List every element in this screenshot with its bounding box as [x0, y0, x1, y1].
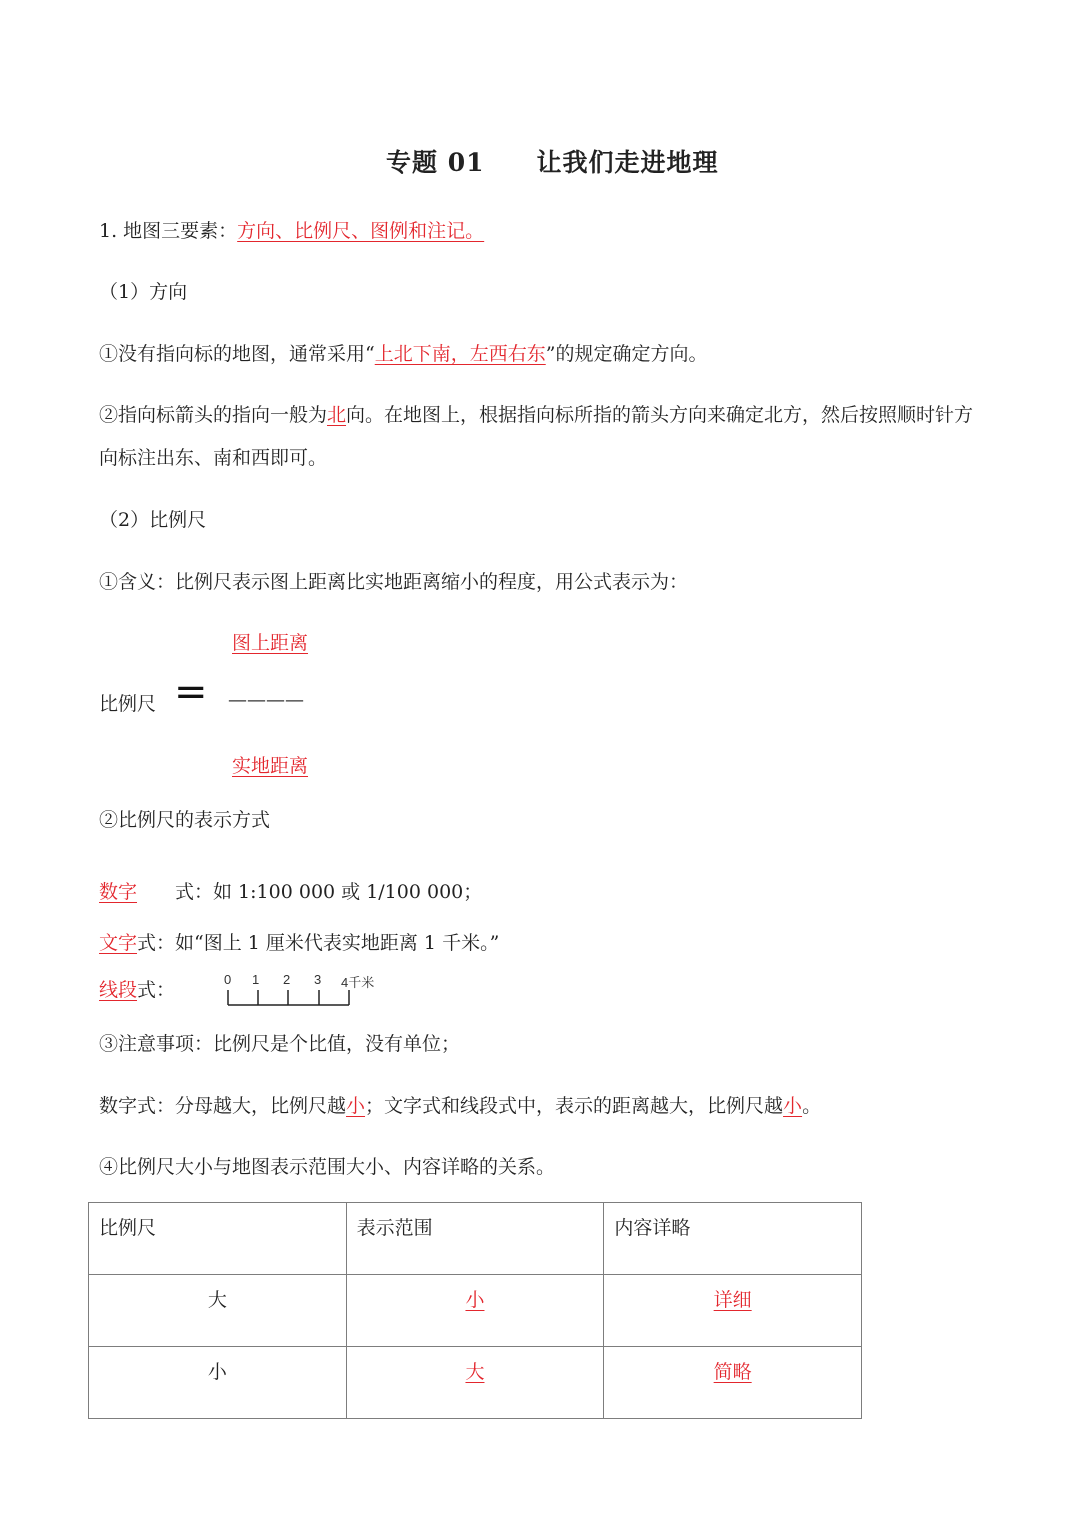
p1-pre: ①没有指向标的地图，通常采用“ — [99, 343, 375, 365]
p6-answer-1: 小 — [346, 1095, 366, 1117]
p2-post: 向。在地图上，根据指向标所指的箭头方向来确定北方，然后按照顺时针方 — [346, 404, 974, 426]
table-header-cell: 比例尺 — [89, 1203, 347, 1275]
paragraph-relation: ④比例尺大小与地图表示范围大小、内容详略的关系。 — [99, 1156, 556, 1178]
scale-tick-label-3: 3 — [314, 972, 322, 987]
scale-relation-table — [88, 1202, 862, 1419]
page-title — [386, 143, 719, 179]
form-numeric-text: 式：如 1:100 000 或 1/100 000； — [175, 881, 483, 903]
formula-denominator: 实地距离 — [232, 755, 309, 777]
scale-tick-label-1: 1 — [252, 972, 260, 987]
table-cell-answer — [604, 1275, 862, 1347]
form-text — [99, 928, 499, 955]
paragraph-note: ③注意事项：比例尺是个比值，没有单位； — [99, 1033, 461, 1055]
table-header-cell: 表示范围 — [346, 1203, 604, 1275]
title-part1: 专题 01 — [386, 148, 485, 177]
table-cell-answer — [346, 1347, 604, 1419]
table-row — [89, 1275, 862, 1347]
scale-tick-4-value: 4 — [341, 975, 349, 990]
table-cell-answer — [604, 1347, 862, 1419]
paragraph-direction-1 — [99, 339, 707, 366]
title-part2: 让我们走进地理 — [536, 148, 719, 177]
p2-pre: ②指向标箭头的指向一般为 — [99, 404, 328, 426]
scale-bar — [224, 972, 394, 1012]
form-numeric-answer: 数字 — [99, 881, 138, 903]
paragraph-scale-forms: ②比例尺的表示方式 — [99, 809, 271, 831]
form-line-text: 式： — [137, 979, 176, 1001]
scale-tick-label-0: 0 — [224, 972, 232, 987]
table-header-cell: 内容详略 — [604, 1203, 862, 1275]
heading-direction: （1）方向 — [99, 281, 188, 303]
paragraph-direction-2 — [99, 400, 973, 427]
section-1-prefix: 1. 地图三要素： — [99, 220, 238, 242]
p1-post: ”的规定确定方向。 — [545, 343, 708, 365]
table-row — [89, 1347, 862, 1419]
paragraph-numeric-rule — [99, 1091, 821, 1118]
table-cell: 小 — [89, 1347, 347, 1419]
formula-label: 比例尺 — [99, 693, 157, 715]
p6-mid: ；文字式和线段式中，表示的距离越大，比例尺越 — [365, 1095, 784, 1117]
section-1-line — [99, 216, 484, 243]
paragraph-direction-2-line2: 向标注出东、南和西即可。 — [99, 447, 328, 469]
p6-post: 。 — [802, 1095, 822, 1117]
form-text-answer: 文字 — [99, 932, 138, 954]
section-1-answer: 方向、比例尺、图例和注记。 — [237, 220, 485, 242]
form-text-text: 式：如“图上 1 厘米代表实地距离 1 千米。” — [137, 932, 500, 954]
formula-bar: ———— — [228, 689, 304, 711]
scale-bar-graphic — [224, 972, 394, 1012]
table-cell-answer — [346, 1275, 604, 1347]
table-answer: 详细 — [713, 1289, 752, 1311]
heading-scale: （2）比例尺 — [99, 509, 207, 531]
form-line-answer: 线段 — [99, 979, 138, 1001]
p6-answer-2: 小 — [783, 1095, 803, 1117]
form-numeric — [99, 877, 482, 904]
table-answer: 大 — [465, 1361, 485, 1383]
scale-tick-label-2: 2 — [283, 972, 291, 987]
paragraph-scale-meaning: ①含义：比例尺表示图上距离比实地距离缩小的程度，用公式表示为： — [99, 571, 689, 593]
p2-answer: 北 — [327, 404, 347, 426]
table-answer: 小 — [465, 1289, 485, 1311]
scale-unit: 千米 — [348, 975, 375, 990]
p1-answer: 上北下南，左西右东 — [374, 343, 546, 365]
p6-pre: 数字式：分母越大，比例尺越 — [99, 1095, 347, 1117]
form-line — [99, 975, 175, 1002]
table-cell: 大 — [89, 1275, 347, 1347]
table-header-row — [89, 1203, 862, 1275]
table-answer: 简略 — [713, 1361, 752, 1383]
formula-numerator: 图上距离 — [232, 632, 309, 654]
formula-equals: = — [174, 669, 208, 715]
